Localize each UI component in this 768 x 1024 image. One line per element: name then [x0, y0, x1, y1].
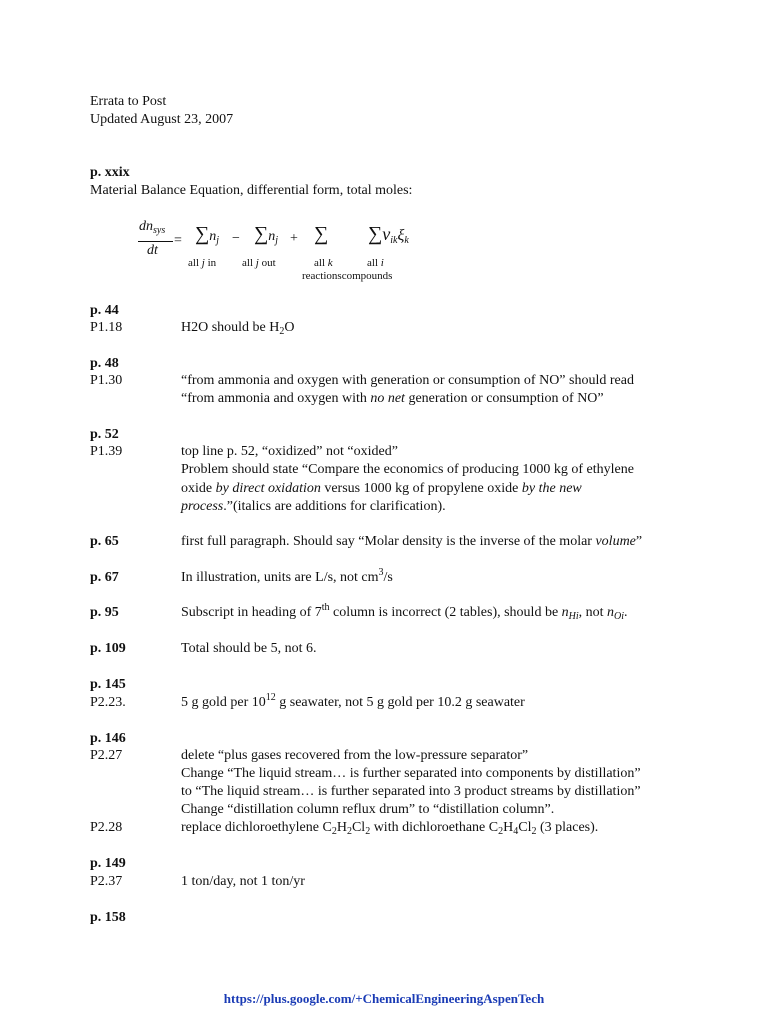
- footer-link[interactable]: https://plus.google.com/+ChemicalEngineeringAspenTech: [223, 991, 545, 1006]
- page-ref-95: p. 95: [90, 605, 119, 620]
- page-ref-52: p. 52: [90, 427, 119, 442]
- erratum-text: Problem should state “Compare the economics of producing 1000 kg of ethylene: [181, 462, 634, 477]
- problem-label: P2.28: [90, 820, 123, 835]
- erratum-text: “from ammonia and oxygen with no net generation or consumption of NO”: [181, 391, 604, 406]
- erratum-text: 1 ton/day, not 1 ton/yr: [181, 874, 305, 889]
- eq-label-all-j-in: all j in: [188, 257, 217, 269]
- page-ref-67: p. 67: [90, 570, 119, 585]
- problem-label: P1.30: [90, 373, 123, 388]
- eq-equals: =: [174, 233, 182, 248]
- eq-term-in: $\sum n_j$: [195, 223, 220, 246]
- erratum-text: replace dichloroethylene $C_2H_2Cl_2$ with dichloroethane $C_2H_4Cl_2$ (3 places).: [181, 820, 599, 837]
- page-ref-146: p. 146: [90, 731, 126, 746]
- eq-label-reactions-compounds: reactionscompounds: [302, 270, 393, 282]
- page-ref-xxix: p. xxix: [90, 165, 130, 180]
- erratum-text: 5 g gold per $10^{12}$ g seawater, not 5 g gold per 10.2 g seawater: [181, 692, 525, 710]
- page-ref-44: p. 44: [90, 303, 119, 318]
- problem-label: P1.18: [90, 320, 123, 335]
- erratum-text: Total should be 5, not 6.: [181, 641, 317, 656]
- erratum-text: Change “distillation column reflux drum” to “distillation column”.: [181, 802, 555, 817]
- problem-label: P2.23.: [90, 695, 126, 710]
- eq-sum-reactions: ∑: [314, 223, 329, 245]
- erratum-text: delete “plus gases recovered from the low-pressure separator”: [181, 748, 529, 763]
- eq-term-generation: $\sum\nu_{ik}\xi_k$: [368, 223, 409, 246]
- eq-label-all-j-out: all j out: [242, 257, 276, 269]
- eq-plus: +: [290, 231, 298, 246]
- eq-lhs-denominator: dt: [147, 243, 158, 258]
- erratum-text: process.”(italics are additions for clarification).: [181, 499, 446, 514]
- erratum-text: H2O should be $H_2O$: [181, 320, 295, 337]
- eq-minus: −: [232, 231, 240, 246]
- equation-description: Material Balance Equation, differential form, total moles:: [90, 183, 413, 198]
- erratum-text: In illustration, units are L/s, not $cm^3/s$: [181, 567, 393, 585]
- erratum-text: to “The liquid stream… is further separated into 3 product streams by distillation”: [181, 784, 641, 799]
- erratum-text: first full paragraph. Should say “Molar density is the inverse of the molar volume”: [181, 534, 643, 549]
- problem-label: P2.27: [90, 748, 123, 763]
- page-ref-109: p. 109: [90, 641, 126, 656]
- page-ref-48: p. 48: [90, 356, 119, 371]
- erratum-text: Change “The liquid stream… is further separated into components by distillation”: [181, 766, 641, 781]
- eq-lhs-numerator: $dn_{sys}$: [139, 219, 166, 236]
- doc-updated-date: Updated August 23, 2007: [90, 112, 234, 127]
- doc-title: Errata to Post: [90, 94, 167, 109]
- erratum-text: Subscript in heading of 7th column is incorrect (2 tables), should be $n_{Hi}$, not $n_{Oi}$.: [181, 602, 628, 622]
- problem-label: P2.37: [90, 874, 123, 889]
- problem-label: P1.39: [90, 444, 123, 459]
- page-ref-158: p. 158: [90, 910, 126, 925]
- page-ref-65: p. 65: [90, 534, 119, 549]
- erratum-text: “from ammonia and oxygen with generation or consumption of NO” should read: [181, 373, 634, 388]
- eq-label-all-i: all i: [367, 257, 384, 269]
- eq-label-all-k: all k: [314, 257, 333, 269]
- erratum-text: oxide by direct oxidation versus 1000 kg of propylene oxide by the new: [181, 481, 582, 496]
- footer: [0, 990, 768, 1009]
- eq-term-out: $\sum n_j$: [254, 223, 279, 246]
- page-ref-145: p. 145: [90, 677, 126, 692]
- page-ref-149: p. 149: [90, 856, 126, 871]
- erratum-text: top line p. 52, “oxidized” not “oxided”: [181, 444, 398, 459]
